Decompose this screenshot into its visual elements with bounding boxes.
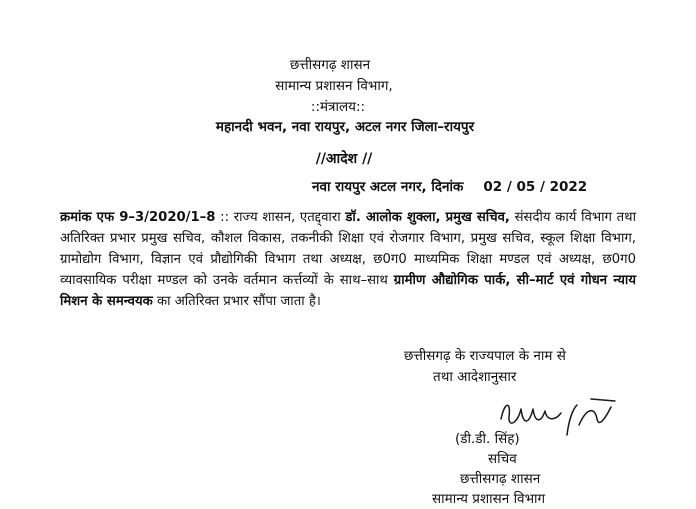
signatory-name: (डी.डी. सिंह) [455, 431, 520, 447]
dateline-date: 02 / 05 / 2022 [483, 179, 588, 195]
signature-authority: छत्तीसगढ़ के राज्यपाल के नाम से [404, 348, 566, 364]
order-body [60, 207, 636, 312]
body-part-3: का अतिरिक्त प्रभार सौंपा जाता है। [152, 294, 321, 309]
signatory-designation: सचिव [488, 451, 517, 467]
order-number: क्रमांक एफ 9–3/2020/1–8 [60, 210, 216, 225]
header-address: महानदी भवन, नवा रायपुर, अटल नगर जिला–रायपुर [215, 119, 475, 135]
assignment-text: ग्रामीण औद्योगिक पार्क, सी–मार्ट एवं गोधन न्याय मिशन के समन्वयक [60, 273, 636, 309]
header-government: छत्तीसगढ़ शासन [289, 57, 371, 73]
body-part-2: संसदीय कार्य विभाग तथा अतिरिक्त प्रभार प्रमुख सचिव, कौशल विकास, तकनीकी शिक्षा एवं रोजगार विभाग, प्रमुख सचिव, स्कूल शिक्षा विभाग, ग्रामोद्योग विभाग, विज्ञान एवं प्रौद्योगिकी विभाग तथा अध्यक्ष, छ0ग0 माध्यमिक शिक्षा मण्डल एवं अध्यक्ष, छ0ग0 व्यावसायिक परीक्षा मण्डल को उनके वर्तमान कर्त्तव्यों के साथ–साथ [60, 210, 636, 288]
officer-name: डॉ. आलोक शुक्ला, प्रमुख सचिव, [345, 210, 510, 225]
signatory-government: छत्तीसगढ़ शासन [460, 471, 541, 487]
header-ministry: ::मंत्रालय:: [310, 99, 366, 115]
signature-order-line: तथा आदेशानुसार [433, 369, 517, 385]
dateline-place: नवा रायपुर अटल नगर, दिनांक [312, 179, 464, 195]
order-title: //आदेश // [315, 151, 373, 167]
dateline [312, 177, 587, 195]
body-part-1: :: राज्य शासन, एतद्द्वारा [215, 210, 346, 225]
header-department: सामान्य प्रशासन विभाग, [275, 78, 393, 94]
signatory-department: सामान्य प्रशासन विभाग [432, 491, 546, 507]
